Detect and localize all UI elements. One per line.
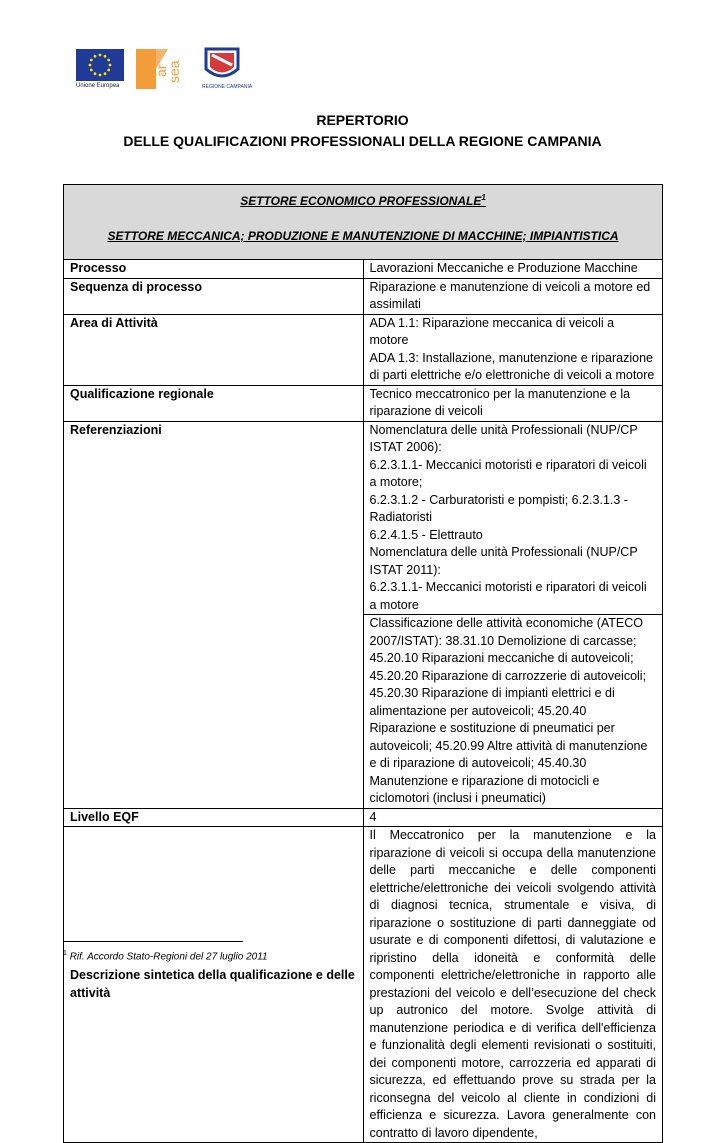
descrizione-label: Descrizione sintetica della qualificazione e delle attività bbox=[64, 827, 364, 1143]
sequenza-value: Riparazione e manutenzione di veicoli a motore ed assimilati bbox=[363, 278, 663, 314]
nup-value bbox=[363, 421, 663, 615]
eu-logo bbox=[76, 47, 124, 95]
nup-line: Nomenclatura delle unità Professionali (NUP/CP ISTAT 2011): bbox=[369, 545, 638, 577]
sector-name: SETTORE MECCANICA; PRODUZIONE E MANUTENZIONE DI MACCHINE; IMPIANTISTICA bbox=[107, 228, 619, 243]
referenziazioni-label: Referenziazioni bbox=[64, 421, 364, 808]
qualificazione-value: Tecnico meccatronico per la manutenzione e la riparazione di veicoli bbox=[363, 385, 663, 421]
regione-campania-logo bbox=[202, 47, 253, 95]
table-row bbox=[64, 827, 663, 1143]
footnote-number: 1 bbox=[63, 950, 67, 957]
sector-header bbox=[64, 185, 663, 260]
eu-caption: Unione Europea bbox=[76, 83, 120, 89]
table-row bbox=[64, 278, 663, 314]
regione-caption: REGIONE CAMPANIA bbox=[202, 84, 253, 90]
qualificazione-label: Qualificazione regionale bbox=[64, 385, 364, 421]
nup-line: 6.2.3.1.1- Meccanici motoristi e riparatori di veicoli a motore bbox=[369, 580, 647, 612]
svg-text:ar: ar bbox=[153, 64, 169, 77]
ada-1-1: ADA 1.1: Riparazione meccanica di veicoli a motore bbox=[369, 315, 615, 347]
footnote bbox=[63, 947, 268, 964]
sector-heading: SETTORE ECONOMICO PROFESSIONALE$^1$ bbox=[240, 193, 486, 208]
document-subtitle: DELLE QUALIFICAZIONI PROFESSIONALI DELLA REGIONE CAMPANIA bbox=[123, 133, 602, 149]
regione-shield-icon bbox=[202, 47, 242, 83]
area-label: Area di Attività bbox=[64, 314, 364, 385]
table-row bbox=[64, 385, 663, 421]
eu-flag-icon bbox=[76, 49, 124, 81]
descrizione-value: Il Meccatronico per la manutenzione e la riparazione di veicoli si occupa della manutenzione delle parti meccaniche e delle componenti elettriche/elettroniche dei veicoli svolgendo attività di diagnosi tecnica, strumentale e visiva, di riparazione o sostituzione di parti danneggiate od usurate e di componenti difettosi, di valutazione e ripristino della idoneità e conformità delle componenti elettriche/elettroniche in rapporto alle prestazioni del veicolo e dell’esecuzione del check up autronico del motore. Svolge attività di manutenzione periodica e di verifica dell'efficienza e funzionalità degli elementi revisionati o sostituiti, dei componenti motore, carrozzeria ed apparati di sicurezza, ed effettuando prove su strada per la riconsegna del veicolo al cliente in condizioni di efficienza e sicurezza. Lavora generalmente con contratto di lavoro dipendente, bbox=[363, 827, 663, 1143]
nup-line: 6.2.4.1.5 - Elettrauto bbox=[369, 527, 483, 542]
svg-text:sea: sea bbox=[166, 60, 182, 83]
table-row bbox=[64, 260, 663, 279]
table-row bbox=[64, 808, 663, 827]
qualification-table bbox=[63, 184, 663, 1143]
footnote-separator bbox=[63, 941, 243, 942]
document-title: REPERTORIO bbox=[316, 112, 409, 128]
footnote-text: Rif. Accordo Stato-Regioni del 27 luglio 2011 bbox=[69, 951, 268, 963]
table-row bbox=[64, 314, 663, 385]
table-header-row bbox=[64, 185, 663, 260]
processo-label: Processo bbox=[64, 260, 364, 279]
nup-line: 6.2.3.1.1- Meccanici motoristi e riparatori di veicoli a motore; bbox=[369, 457, 647, 489]
processo-value: Lavorazioni Meccaniche e Produzione Macchine bbox=[363, 260, 663, 279]
eqf-value: 4 bbox=[363, 808, 663, 827]
arsea-logo bbox=[136, 47, 182, 91]
ateco-value: Classificazione delle attività economiche (ATECO 2007/ISTAT): 38.31.10 Demolizione di carcasse; 45.20.10 Riparazioni meccaniche di autoveicoli; 45.20.20 Riparazione di carrozzerie di autoveicoli; 45.20.30 Riparazione di impianti elettrici e di alimentazione per autoveicoli; 45.20.40 Riparazione e sostituzione di pneumatici per autoveicoli; 45.20.99 Altre attività di manutenzione e di riparazione di autoveicoli; 45.40.30 Manutenzione e riparazione di motocicli e ciclomotori (inclusi i pneumatici) bbox=[363, 615, 663, 809]
nup-line: 6.2.3.1.2 - Carburatoristi e pompisti; 6.2.3.1.3 - Radiatoristi bbox=[369, 492, 628, 524]
eqf-label: Livello EQF bbox=[64, 808, 364, 827]
area-value bbox=[363, 314, 663, 385]
table-row bbox=[64, 421, 663, 615]
arsea-logo-icon bbox=[136, 47, 182, 91]
nup-line: Nomenclatura delle unità Professionali (NUP/CP ISTAT 2006): bbox=[369, 422, 638, 454]
sequenza-label: Sequenza di processo bbox=[64, 278, 364, 314]
ada-1-3: ADA 1.3: Installazione, manutenzione e riparazione di parti elettriche e/o elettroniche di veicoli a motore bbox=[369, 350, 655, 382]
footnote-marker: 1 bbox=[481, 193, 486, 202]
